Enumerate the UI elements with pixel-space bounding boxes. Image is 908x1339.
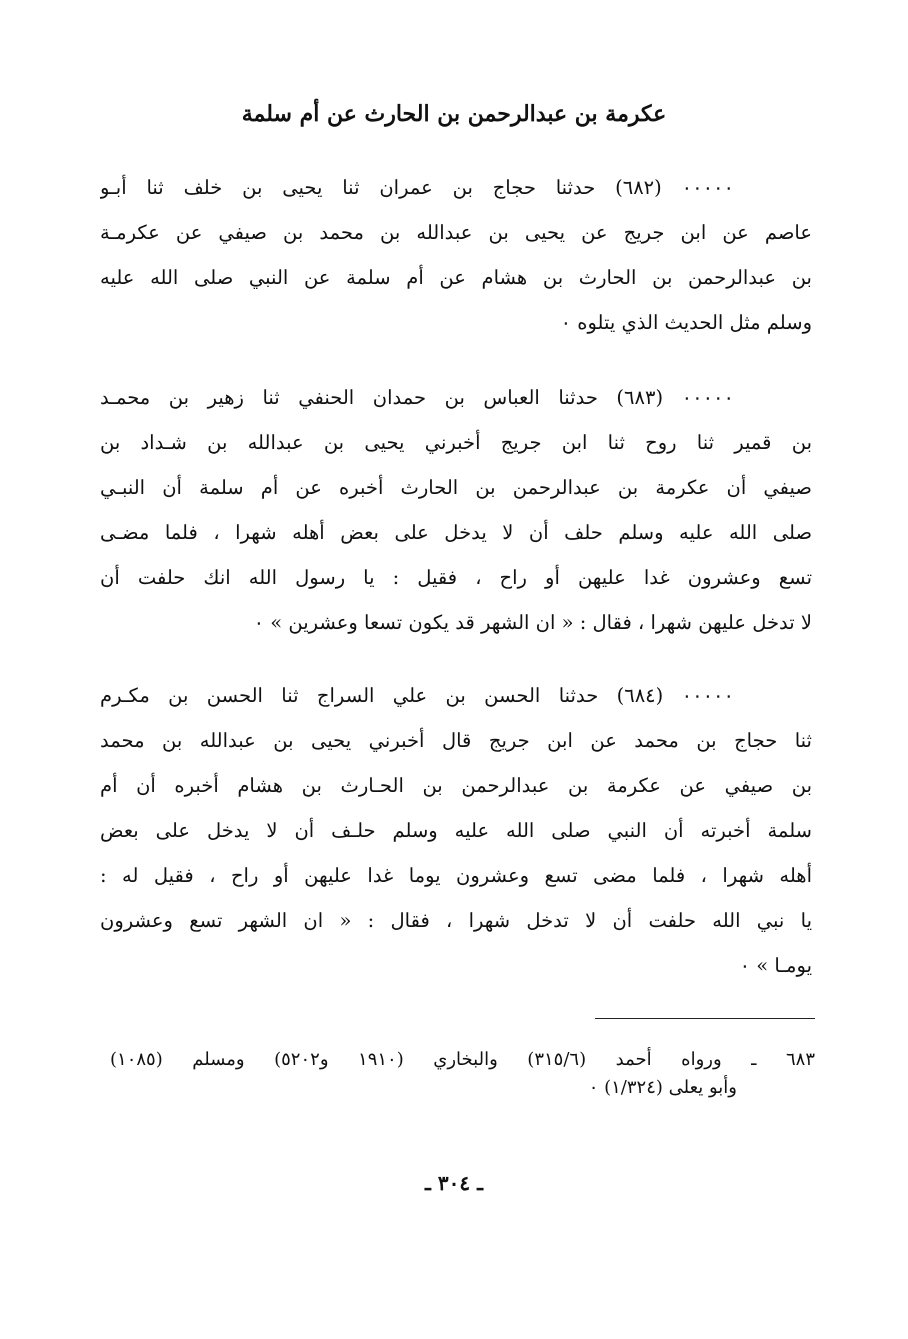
hadith-line: ثنا حجاج بن محمد عن ابن جريج قال أخبرني يحيى بن عبدالله بن محمد xyxy=(100,729,812,752)
hadith-line: ٠٠٠٠٠ (٦٨٣) حدثنا العباس بن حمدان الحنفي ثنا زهير بن محمـد xyxy=(100,386,734,409)
hadith-683 xyxy=(100,375,812,645)
page-number: ـ ٣٠٤ ـ xyxy=(425,1171,483,1195)
hadith-line: سلمة أخبرته أن النبي صلى الله عليه وسلم حلـف أن لا يدخل على بعض xyxy=(100,819,812,842)
hadith-682 xyxy=(100,165,812,345)
footnote-divider xyxy=(595,1018,815,1019)
footnote-line: وأبو يعلى (١/٣٢٤) ٠ xyxy=(588,1077,737,1098)
hadith-line: صيفي أن عكرمة بن عبدالرحمن بن الحارث أخبره عن أم سلمة أن النبـي xyxy=(100,476,812,499)
hadith-line: وسلم مثل الحديث الذي يتلوه ٠ xyxy=(560,311,812,334)
hadith-line: تسع وعشرون غدا عليهن أو راح ، فقيل : يا رسول الله انك حلفت أن xyxy=(100,566,812,589)
footnote-line: ٦٨٣ ـ ورواه أحمد (٣١٥/٦) والبخاري (١٩١٠ و٥٢٠٢) ومسلم (١٠٨٥) xyxy=(110,1049,815,1070)
hadith-684 xyxy=(100,673,812,988)
hadith-line: لا تدخل عليهن شهرا ، فقال : « ان الشهر قد يكون تسعا وعشرين » ٠ xyxy=(253,611,812,634)
footnote xyxy=(110,1046,815,1102)
hadith-line: يا نبي الله حلفت أن لا تدخل شهرا ، فقال : « ان الشهر تسع وعشرون xyxy=(100,909,812,932)
hadith-line: يومـا » ٠ xyxy=(739,954,812,977)
hadith-line: بن قمير ثنا روح ثنا ابن جريج أخبرني يحيى بن عبدالله بن شـداد بن xyxy=(100,431,812,454)
hadith-line: بن صيفي عن عكرمة بن عبدالرحمن بن الحـارث بن هشام أخبره أن أم xyxy=(100,774,812,797)
hadith-line: بن عبدالرحمن بن الحارث بن هشام عن أم سلمة عن النبي صلى الله عليه xyxy=(100,266,812,289)
hadith-line: ٠٠٠٠٠ (٦٨٤) حدثنا الحسن بن علي السراج ثنا الحسن بن مكـرم xyxy=(100,684,734,707)
hadith-line: أهله شهرا ، فلما مضى تسع وعشرون يوما غدا عليهن أو راح ، فقيل له : xyxy=(100,864,812,887)
hadith-line: صلى الله عليه وسلم حلف أن لا يدخل على بعض أهله شهرا ، فلما مضـى xyxy=(100,521,812,544)
chapter-title: عكرمة بن عبدالرحمن بن الحارث عن أم سلمة xyxy=(241,101,667,127)
hadith-line: ٠٠٠٠٠ (٦٨٢) حدثنا حجاج بن عمران ثنا يحيى بن خلف ثنا أبـو xyxy=(100,176,734,199)
hadith-line: عاصم عن ابن جريج عن يحيى بن عبدالله بن محمد بن صيفي عن عكرمـة xyxy=(100,221,812,244)
